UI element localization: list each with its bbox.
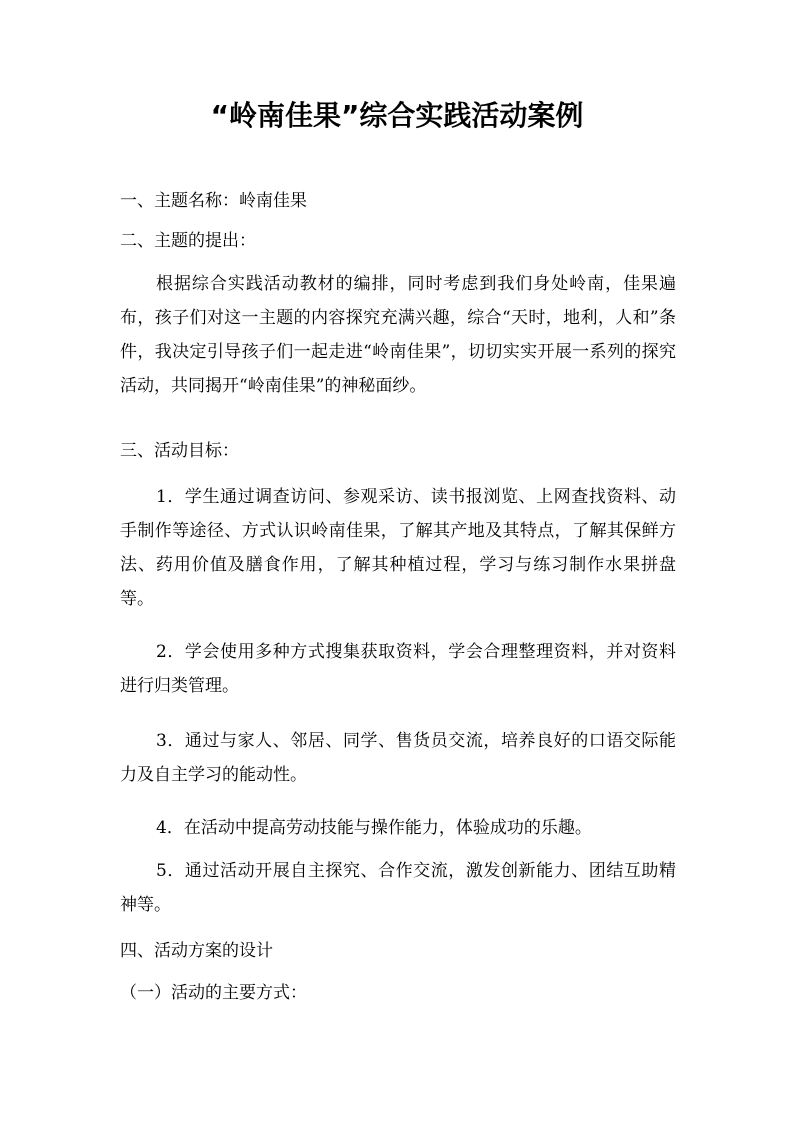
goal-item-4: 4．在活动中提高劳动技能与操作能力，体验成功的乐趣。 — [156, 818, 592, 838]
section-heading-topic-origin: 二、主题的提出： — [120, 231, 256, 251]
goal-item-5: 5．通过活动开展自主探究、合作交流，激发创新能力、团结互助精神等。 — [120, 861, 676, 915]
paragraph-topic-origin: 根据综合实践活动教材的编排，同时考虑到我们身处岭南，佳果遍布，孩子们对这一主题的内容探究充满兴趣，综合“天时，地利，人和”条件，我决定引导孩子们一起走进“岭南佳果”，切切实实开展一系列的探究活动，共同揭开“岭南佳果”的神秘面纱。 — [120, 274, 676, 396]
document-title: “岭南佳果”综合实践活动案例 — [210, 99, 584, 132]
goal-item-2: 2．学会使用多种方式搜集获取资料，学会合理整理资料，并对资料进行归类管理。 — [120, 642, 676, 696]
section-heading-plan-design: 四、活动方案的设计 — [120, 941, 273, 961]
goal-item-3: 3．通过与家人、邻居、同学、售货员交流，培养良好的口语交际能力及自主学习的能动性。 — [120, 731, 676, 785]
section-heading-topic-name: 一、主题名称：岭南佳果 — [120, 191, 307, 211]
section-heading-goals: 三、活动目标： — [120, 441, 239, 461]
goal-item-1: 1．学生通过调查访问、参观采访、读书报浏览、上网查找资料、动手制作等途径、方式认识岭南佳果，了解其产地及其特点，了解其保鲜方法、药用价值及膳食作用，了解其种植过程，学习与练习制作水果拼盘等。 — [120, 487, 676, 609]
subsection-heading-main-methods: （一）活动的主要方式： — [120, 983, 307, 1003]
